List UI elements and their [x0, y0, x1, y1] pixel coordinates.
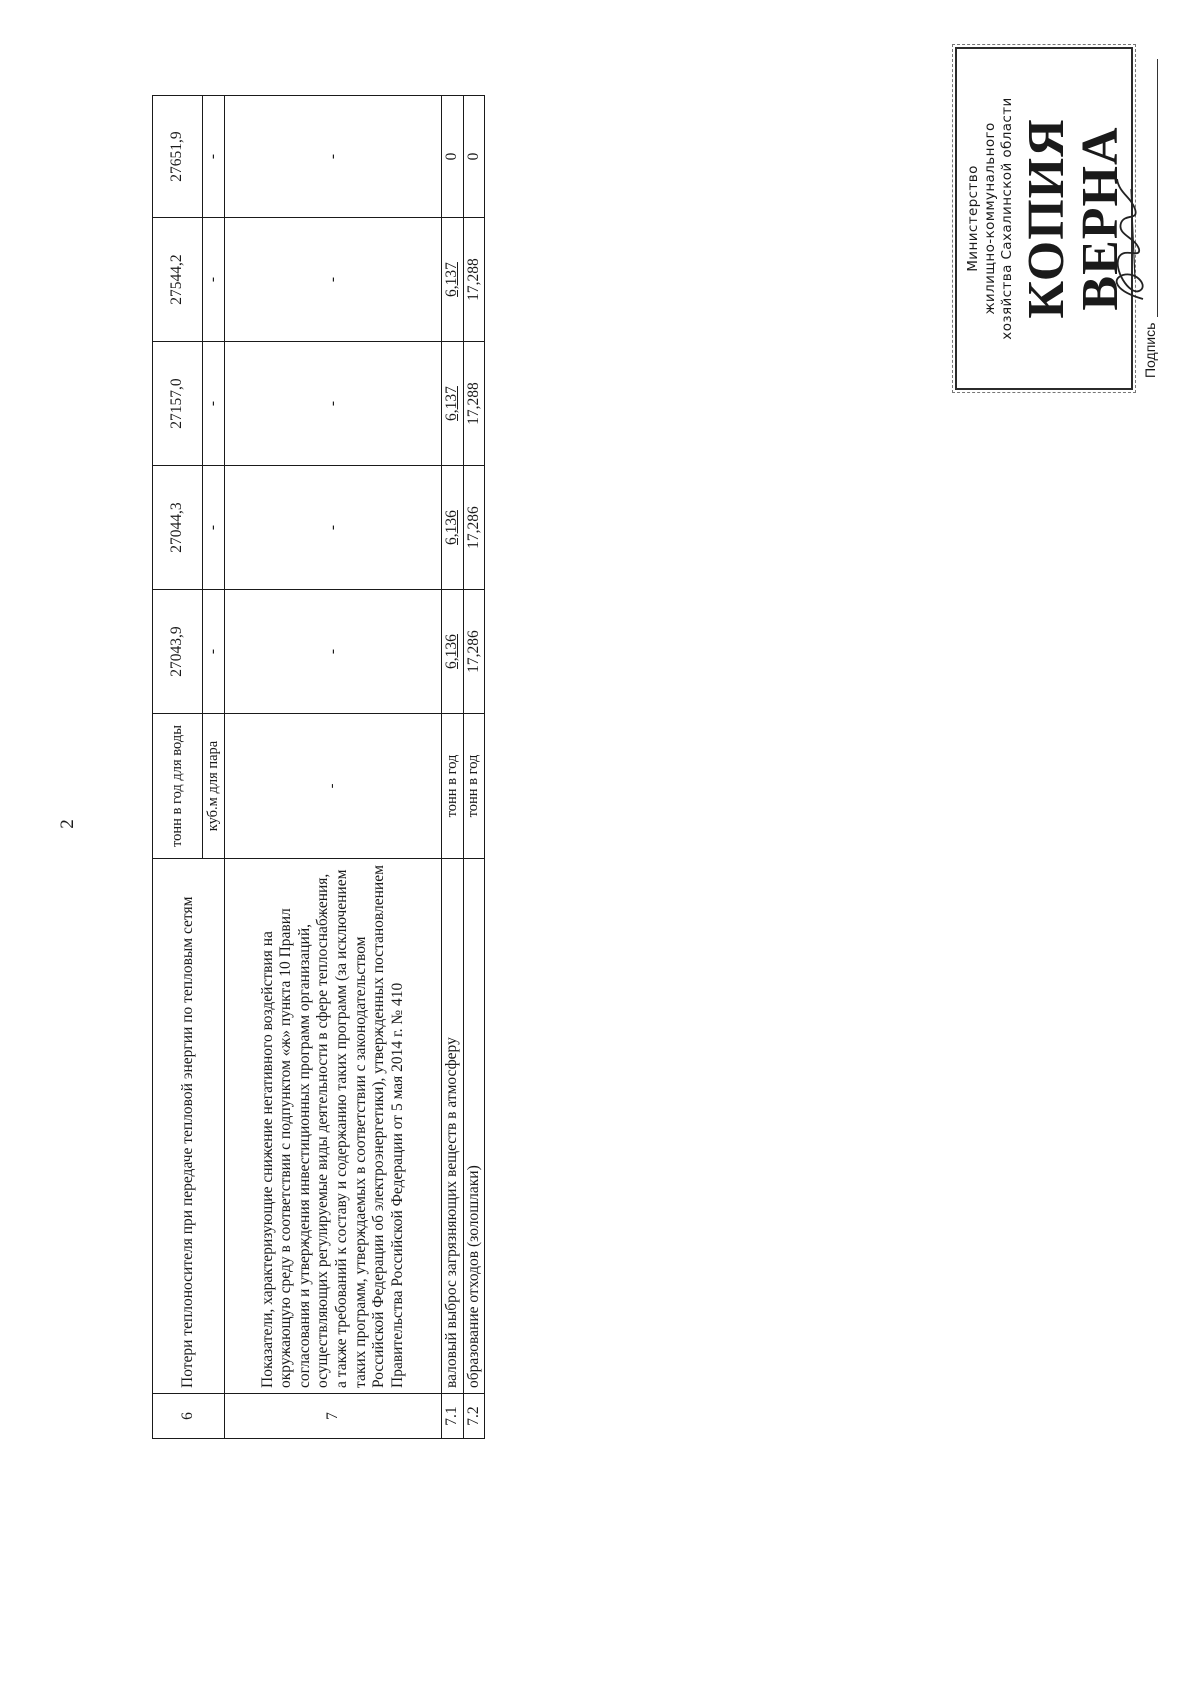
value-cell: 6,136	[442, 466, 464, 590]
row-unit: тонн в год для воды	[153, 714, 203, 859]
row-number: 6	[153, 1394, 225, 1439]
row-number: 7	[225, 1394, 442, 1439]
value-cell: 6,137	[442, 342, 464, 466]
value-cell: 17,288	[463, 218, 485, 342]
row-description: Потери теплоносителя при передаче тепловой энергии по тепловым сетям	[153, 859, 225, 1394]
value-cell: -	[225, 466, 442, 590]
value-cell: -	[225, 96, 442, 218]
table-row-7-2	[463, 96, 485, 1439]
value-cell: -	[225, 342, 442, 466]
indicators-table	[152, 95, 485, 1439]
value-cell: 17,288	[463, 342, 485, 466]
value-cell: -	[203, 96, 225, 218]
value-cell: 27044,3	[153, 466, 203, 590]
stamp-ministry: Министерство	[965, 165, 981, 272]
stamp-signature-row	[1133, 59, 1158, 378]
handwritten-signature-icon	[1105, 159, 1155, 309]
value-cell: 27651,9	[153, 96, 203, 218]
row-unit: -	[225, 714, 442, 859]
certification-stamp	[955, 47, 1158, 390]
value-cell: 6,136	[442, 590, 464, 714]
value-cell: -	[203, 590, 225, 714]
value-cell: -	[203, 466, 225, 590]
stamp-title: КОПИЯ ВЕРНА	[1017, 118, 1130, 319]
value-cell: 27043,9	[153, 590, 203, 714]
row-unit: тонн в год	[463, 714, 485, 859]
value-cell: 27157,0	[153, 342, 203, 466]
row-description: Показатели, характеризующие снижение негативного воздействия на окружающую среду в соответствии с подпунктом «ж» пункта 10 Правил согласования и утверждения инвестиционных программ организаций, осуществляющих регулируемые виды деятельности в сфере теплоснабжения, а также требований к составу и содержанию таких программ (за исключением таких программ, утверждаемых в соответствии с законодательством Российской Федерации об электроэнергетики), утвержденных постановлением Правительства Российской Федерации от 5 мая 2014 г. № 410	[225, 859, 442, 1394]
value-cell: -	[225, 218, 442, 342]
value-cell: 17,286	[463, 466, 485, 590]
value-cell: -	[203, 218, 225, 342]
value-cell: 0	[442, 96, 464, 218]
value-cell: 17,286	[463, 590, 485, 714]
signature-label: Подпись	[1141, 322, 1158, 378]
page-number: 2	[56, 819, 78, 829]
value-cell: -	[203, 342, 225, 466]
row-unit: тонн в год	[442, 714, 464, 859]
stamp-rotated-container	[955, 47, 1158, 390]
signature-line	[1133, 59, 1158, 317]
row-description: образование отходов (золошлаки)	[463, 859, 485, 1394]
table-rotated-container	[152, 96, 483, 1439]
value-cell: 27544,2	[153, 218, 203, 342]
table-row-6a	[153, 96, 203, 1439]
row-description: валовый выброс загрязняющих веществ в атмосферу	[442, 859, 464, 1394]
row-number: 7.1	[442, 1394, 464, 1439]
table-row-7-1	[442, 96, 464, 1439]
row-number: 7.2	[463, 1394, 485, 1439]
table-row-7	[225, 96, 442, 1439]
value-cell: 0	[463, 96, 485, 218]
value-cell: 6,137	[442, 218, 464, 342]
stamp-ministry-line2: жилищно-коммунального	[981, 122, 998, 315]
row-unit: куб.м для пара	[203, 714, 225, 859]
value-cell: -	[225, 590, 442, 714]
stamp-ministry-line3: хозяйства Сахалинской области	[998, 97, 1015, 340]
